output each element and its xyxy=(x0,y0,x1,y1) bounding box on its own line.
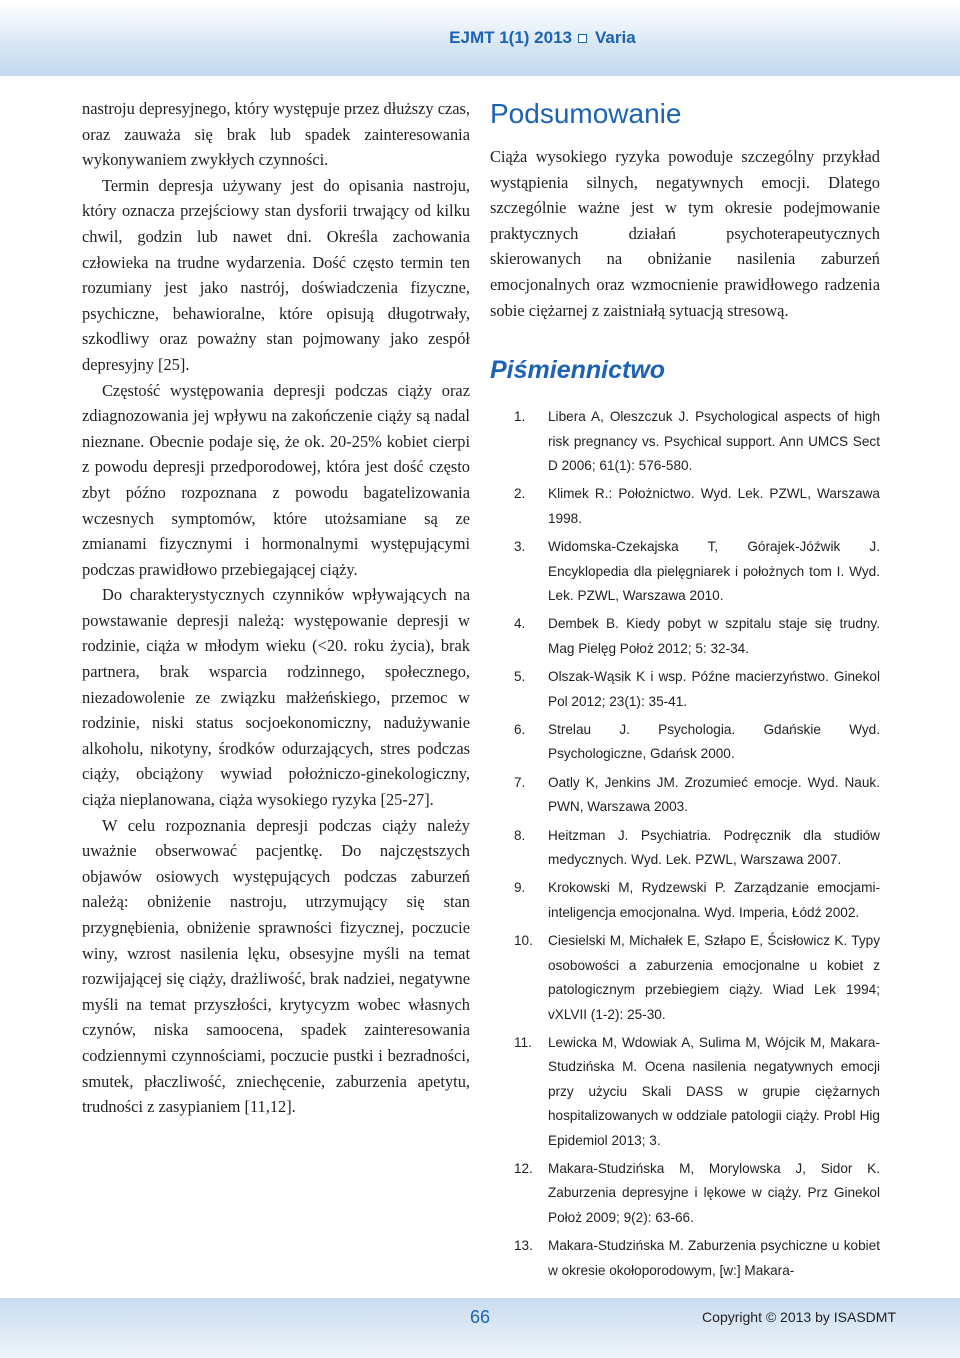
reference-text: Heitzman J. Psychiatria. Podręcznik dla studiów medycznych. Wyd. Lek. PZWL, Warszawa 2007. xyxy=(548,827,880,868)
reference-text: Makara-Studzińska M. Zaburzenia psychiczne u kobiet w okresie okołoporodowym, [w:] Makara- xyxy=(548,1238,880,1278)
reference-number: 3. xyxy=(514,539,526,555)
reference-text: Olszak-Wąsik K i wsp. Późne macierzyństwo. Ginekol Pol 2012; 23(1): 35-41. xyxy=(548,669,880,709)
summary-heading: Podsumowanie xyxy=(490,98,682,129)
square-separator-icon xyxy=(578,34,587,43)
reference-text: Libera A, Oleszczuk J. Psychological aspects of high risk pregnancy vs. Psychical support. Ann UMCS Sect D 2006; 61(1): 576-580. xyxy=(548,409,880,473)
section-name: Varia xyxy=(595,28,636,47)
reference-item xyxy=(490,665,880,714)
reference-number: 9. xyxy=(514,880,526,896)
reference-item xyxy=(490,612,880,661)
body-paragraph: Częstość występowania depresji podczas ciąży oraz zdiagnozowania jej wpływu na zakończenie ciąży są nadal nieznane. Obecnie podaje się, że ok. 20-25% kobiet cierpi z powodu depresji przedporodowej, która jest dość często zbyt późno rozpoznana z powodu bagatelizowania wczesnych symptomów, które utożsamiane są ze zmianami fizycznymi i hormonalnymi występującymi podczas prawidłowo przebiegającej ciąży. xyxy=(82,380,470,579)
reference-text: Ciesielski M, Michałek E, Szłapo E, Ścisłowicz K. Typy osobowości a zaburzenia emocjonalne u kobiet z patologicznym przebiegiem ciąży. Wiad Lek 1994; vXLVII (1-2): 25-30. xyxy=(548,933,880,1022)
reference-item xyxy=(490,824,880,873)
reference-item xyxy=(490,771,880,820)
reference-item xyxy=(490,929,880,1027)
reference-item xyxy=(490,1234,880,1283)
summary-paragraph: Ciąża wysokiego ryzyka powoduje szczególny przykład wystąpienia silnych, negatywnych emocji. Dlatego szczególnie ważne jest w tym okresie podejmowanie praktycznych działań psychoterapeutycznych skierowanych na obniżanie nasilenia zaburzeń emocjonalnych oraz wzmocnienie prawidłowego radzenia sobie ciężarnej z zaistniałą sytuacją stresową. xyxy=(490,147,880,320)
left-column xyxy=(82,96,470,1120)
reference-item xyxy=(490,876,880,925)
journal-title: EJMT 1(1) 2013 xyxy=(449,28,572,47)
reference-item xyxy=(490,718,880,767)
reference-text: Strelau J. Psychologia. Gdańskie Wyd. Psychologiczne, Gdańsk 2000. xyxy=(548,722,880,762)
reference-item xyxy=(490,482,880,531)
page-number: 66 xyxy=(470,1307,491,1327)
reference-text: Dembek B. Kiedy pobyt w szpitalu staje się trudny. Mag Pielęg Położ 2012; 5: 32-34. xyxy=(548,616,880,656)
reference-number: 4. xyxy=(514,616,526,632)
reference-text: Krokowski M, Rydzewski P. Zarządzanie emocjami- inteligencja emocjonalna. Wyd. Imperia, Łódź 2002. xyxy=(548,880,880,920)
reference-text: Klimek R.: Położnictwo. Wyd. Lek. PZWL, Warszawa 1998. xyxy=(548,486,880,526)
reference-number: 10. xyxy=(514,933,533,949)
reference-item xyxy=(490,1157,880,1230)
reference-number: 13. xyxy=(514,1238,533,1254)
reference-item xyxy=(490,535,880,608)
reference-number: 2. xyxy=(514,486,526,502)
reference-number: 8. xyxy=(514,827,526,843)
reference-number: 11. xyxy=(514,1034,532,1050)
reference-text: Lewicka M, Wdowiak A, Sulima M, Wójcik M, Makara-Studzińska M. Ocena nasilenia negatywnych emocji przy użyciu Skali DASS w grupie ciężarnych hospitalizowanych w oddziale patologii ciąży. Probl Hig Epidemiol 2013; 3. xyxy=(548,1034,880,1148)
reference-item xyxy=(490,405,880,478)
reference-number: 1. xyxy=(514,409,526,425)
reference-text: Makara-Studzińska M, Morylowska J, Sidor K. Zaburzenia depresyjne i lękowe w ciąży. Prz Ginekol Położ 2009; 9(2): 63-66. xyxy=(548,1160,880,1225)
reference-number: 7. xyxy=(514,774,526,790)
body-paragraph: Do charakterystycznych czynników wpływających na powstawanie depresji należą: występowanie depresji w rodzinie, ciąża w młodym wieku (<20. roku życia), brak partnera, brak wsparcia rodzinnego, społecznego, niezadowolenie ze związku małżeńskiego, przemoc w rodzinie, niski status socjoekonomiczny, nadużywanie alkoholu, nikotyny, środków odurzających, stres podczas ciąży, obciążony wywiad położniczo-ginekologiczny, ciąża nieplanowana, ciąża wysokiego ryzyka [25-27]. xyxy=(82,585,470,810)
reference-number: 12. xyxy=(514,1160,533,1176)
page-header-band xyxy=(0,0,960,76)
body-paragraph: Termin depresja używany jest do opisania nastroju, który oznacza przejściowy stan dysforii trwający od kilku chwil, godzin lub nawet dni. Określa zachowania człowieka na trudne wydarzenia. Dość często termin ten rozumiany jest jako nastrój, doświadczenia fizyczne, psychiczne, behawioralne, które opisują długotrwały, szkodliwy oraz poważny stan pojmowany jako zespół depresyjny [25]. xyxy=(82,175,470,374)
reference-text: Oatly K, Jenkins JM. Zrozumieć emocje. Wyd. Nauk. PWN, Warszawa 2003. xyxy=(548,774,880,815)
copyright-notice: Copyright © 2013 by ISASDMT xyxy=(702,1309,896,1325)
reference-number: 5. xyxy=(514,669,526,685)
references-heading: Piśmiennictwo xyxy=(490,356,666,385)
body-paragraph: nastroju depresyjnego, który występuje przez dłuższy czas, oraz zauważa się brak lub spadek zainteresowania wykonywaniem zwykłych czynności. xyxy=(82,99,470,170)
references-list xyxy=(490,405,880,1283)
reference-number: 6. xyxy=(514,722,526,738)
reference-item xyxy=(490,1031,880,1153)
body-paragraph: W celu rozpoznania depresji podczas ciąży należy uważnie obserwować pacjentkę. Do najczęstszych objawów osiowych występujących podczas zaburzeń należą: obniżenie nastroju, utrzymujący się stan przygnębienia, obniżenie sprawności fizycznej, poczucie winy, wzrost nasilenia lęku, obsesyjne myśli na temat rozwijającej się ciąży, drażliwość, brak nadziei, negatywne myśli na temat przyszłości, krytycyzm wobec własnych czynów, niska samoocena, spadek zainteresowania codziennymi czynnościami, poczucie pustki i bezradności, smutek, płaczliwość, zniechęcenie, zaburzenia apetytu, trudności z zasypianiem [11,12]. xyxy=(82,815,470,1117)
reference-text: Widomska-Czekajska T, Górajek-Jóźwik J. Encyklopedia dla pielęgniarek i położnych tom I. Wyd. Lek. PZWL, Warszawa 2010. xyxy=(548,539,880,603)
right-column xyxy=(490,96,880,1287)
